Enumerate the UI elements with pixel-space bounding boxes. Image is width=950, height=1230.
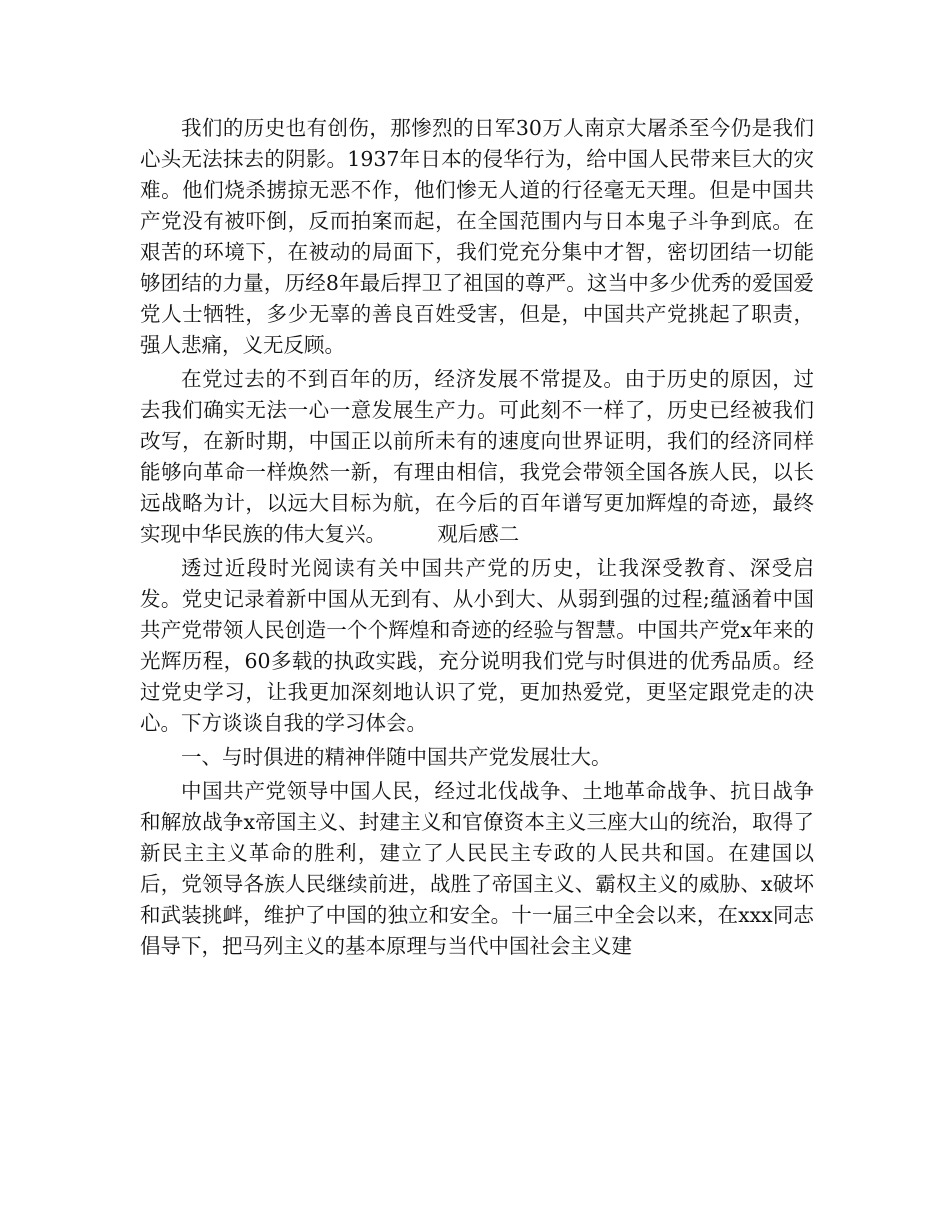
paragraph-3: 透过近段时光阅读有关中国共产党的历史，让我深受教育、深受启发。党史记录着新中国从无到有、从小到大、从弱到强的过程;蕴涵着中国共产党带领人民创造一个个辉煌和奇迹的经验与智慧。中国共产党x年来的光辉历程，60多载的执政实践，充分说明我们党与时俱进的优秀品质。经过党史学习，让我更加深刻地认识了党，更加热爱党，更坚定跟党走的决心。下方谈谈自我的学习体会。 xyxy=(140,556,814,735)
paragraph-2: 在党过去的不到百年的历，经济发展不常提及。由于历史的原因，过去我们确实无法一心一意发展生产力。可此刻不一样了，历史已经被我们改写，在新时期，中国正以前所未有的速度向世界证明，我们的经济同样能够向革命一样焕然一新，有理由相信，我党会带领全国各族人民，以长远战略为计，以远大目标为航，在今后的百年谱写更加辉煌的奇迹，最终实现中华民族的伟大复兴。 观后感二 xyxy=(140,367,814,546)
section-heading: 一、与时俱进的精神伴随中国共产党发展壮大。 xyxy=(181,745,612,769)
paragraph-4: 中国共产党领导中国人民，经过北伐战争、土地革命战争、抗日战争和解放战争x帝国主义、封建主义和官僚资本主义三座大山的统治，取得了新民主主义革命的胜利，建立了人民民主专政的人民共和国。在建国以后，党领导各族人民继续前进，战胜了帝国主义、霸权主义的威胁、x破坏和武装挑衅，维护了中国的独立和安全。十一届三中全会以来，在xxx同志倡导下，把马列主义的基本原理与当代中国社会主义建 xyxy=(140,779,814,958)
document-body xyxy=(140,113,814,965)
paragraph-1: 我们的历史也有创伤，那惨烈的日军30万人南京大屠杀至今仍是我们心头无法抹去的阴影。1937年日本的侵华行为，给中国人民带来巨大的灾难。他们烧杀掳掠无恶不作，他们惨无人道的行径毫无天理。但是中国共产党没有被吓倒，反而拍案而起，在全国范围内与日本鬼子斗争到底。在艰苦的环境下，在被动的局面下，我们党充分集中才智，密切团结一切能够团结的力量，历经8年最后捍卫了祖国的尊严。这当中多少优秀的爱国爱党人士牺牲，多少无辜的善良百姓受害，但是，中国共产党挑起了职责，强人悲痛，义无反顾。 xyxy=(140,116,814,357)
